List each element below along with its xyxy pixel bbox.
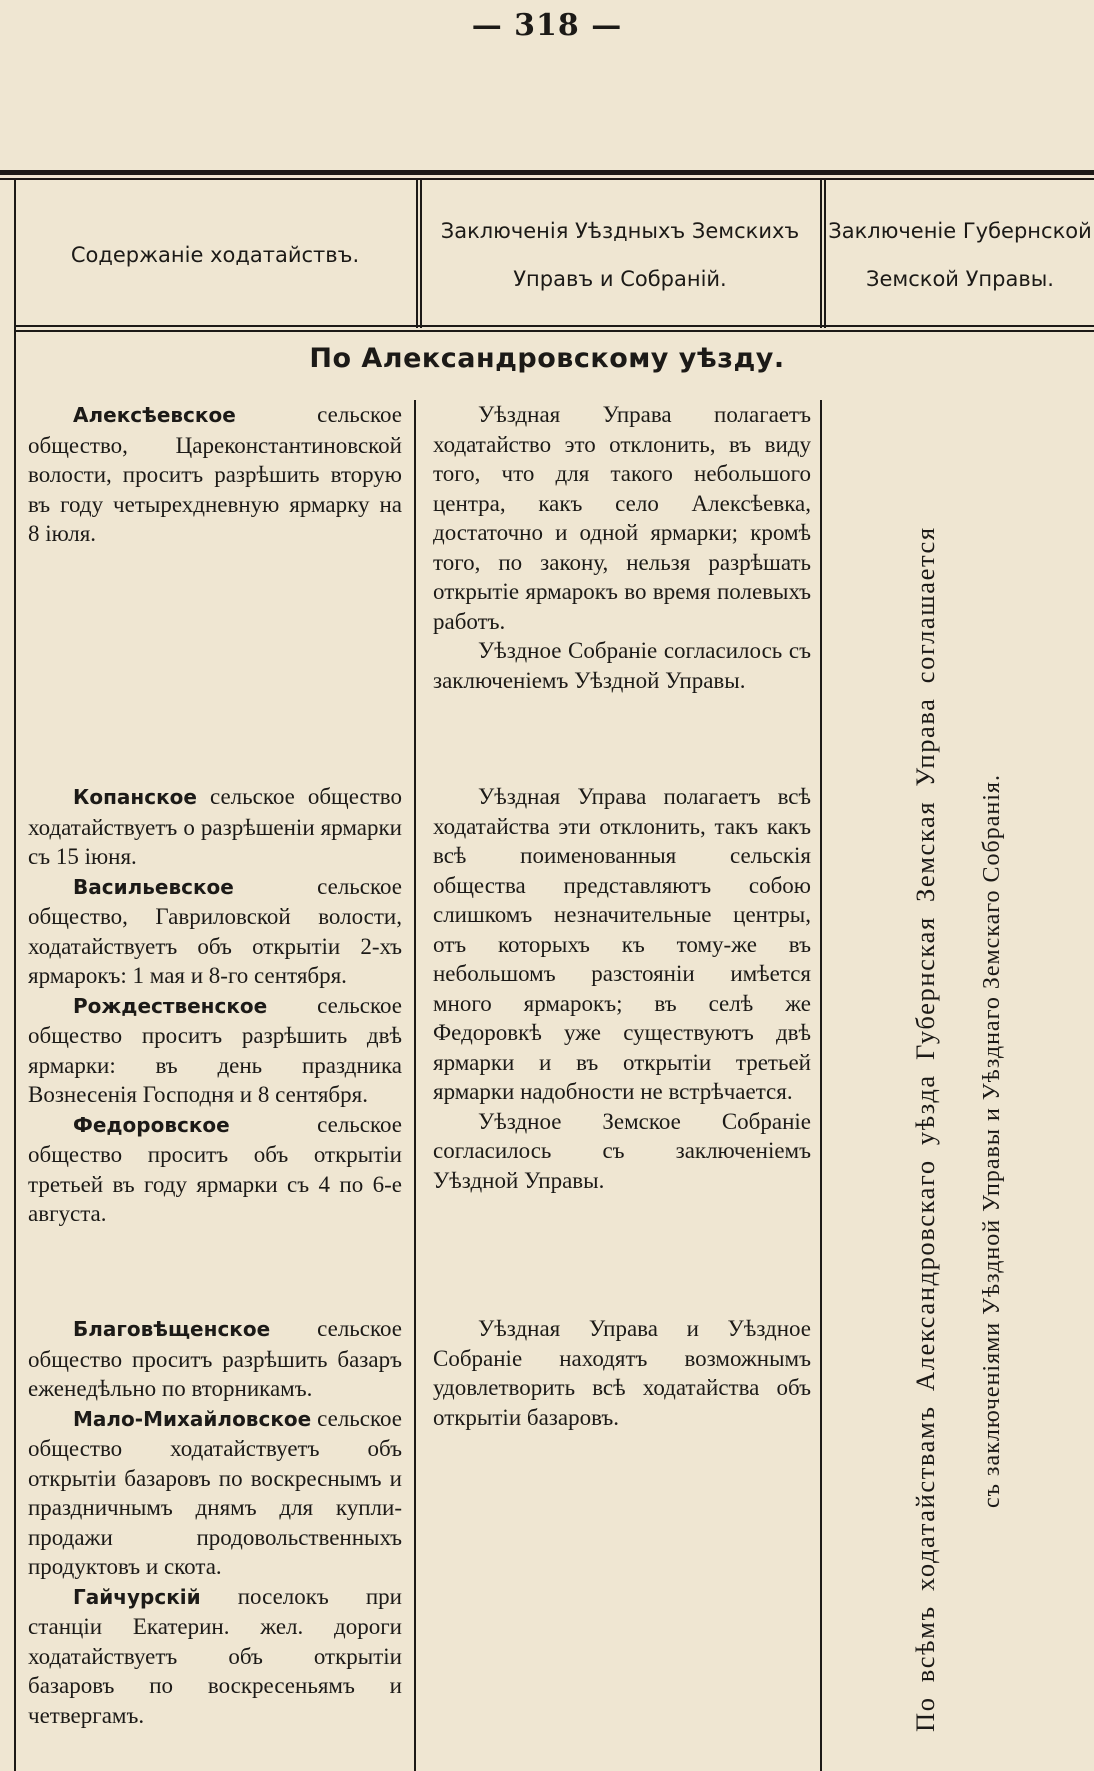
section-title: По Александровскому уѣзду. — [309, 343, 785, 374]
header-gubernia-line1: Заключеніе Губернской — [828, 219, 1092, 243]
page-number: — 318 — — [471, 8, 623, 43]
conclusion-uprava: Уѣздная Управа полагаетъ всѣ ходатайства эти отклонить, такъ какъ всѣ поименованныя сельскія общества представляютъ собою слишкомъ незначительные центры, отъ которыхъ къ тому-же въ небольшомъ разстояніи имѣется много ярмарокъ; въ селѣ же Федоровкѣ уже существуютъ двѣ ярмарки и въ открытіи третьей ярмарки надобности не встрѣчается. — [433, 784, 811, 1104]
petition-block-1 — [28, 400, 402, 549]
petition-block-3 — [28, 1314, 402, 1730]
petition-lead: Копанское — [73, 785, 197, 809]
petition-lead: Алексѣевское — [73, 403, 236, 427]
left-border-line — [14, 180, 16, 1771]
petition-lead: Благовѣщенское — [73, 1317, 271, 1341]
header-gubernia-line2: Земской Управы. — [866, 267, 1054, 291]
header-bottom-rule-2 — [14, 330, 1094, 332]
conclusion-sobranie: Уѣздное Собраніе согласилось съ заключеніемъ Уѣздной Управы. — [433, 638, 811, 693]
header-district-line1: Заключенія Уѣздныхъ Земскихъ — [440, 219, 800, 243]
header-petitions-label: Содержаніе ходатайствъ. — [70, 243, 360, 267]
petition-item — [28, 1110, 402, 1229]
petition-item — [28, 991, 402, 1110]
petition-text: сельское общество, Гавриловской волости, ходатайствуетъ объ открытіи 2-хъ ярмарокъ: 1 мая и 8-го сентября. — [28, 873, 402, 988]
petition-lead: Федоровское — [73, 1112, 230, 1137]
petition-lead: Васильевское — [73, 874, 234, 899]
petition-lead: Мало-Михайловское — [73, 1406, 312, 1431]
gubernia-conclusion-line2: съ заключеніями Уѣздной Управы и Уѣзднаго Земскаго Собранія. — [979, 774, 1005, 1508]
petition-item — [28, 1314, 402, 1404]
petition-item — [28, 782, 402, 872]
petition-block-2 — [28, 782, 402, 1229]
petition-text: сельское общество ходатайствуетъ о разрѣшеніи ярмарки съ 15 іюня. — [28, 784, 402, 869]
header-district-line2: Управъ и Собраній. — [513, 267, 727, 291]
header-petitions — [16, 184, 414, 326]
col-divider-1-body — [414, 400, 416, 1771]
col-divider-2-body — [820, 400, 822, 1771]
petition-item — [28, 872, 402, 991]
conclusion-block-2 — [433, 782, 811, 1195]
petition-text: поселокъ при станціи Екатерин. жел. дороги ходатайствуетъ объ открытіи базаровъ по воскресеньямъ и четвергамъ. — [28, 1583, 402, 1728]
petition-text: сельское общество ходатайствуетъ объ открытіи базаровъ по воскреснымъ и праздничнымъ днямъ для купли-продажи продовольственныхъ продуктовъ и скота. — [28, 1405, 402, 1579]
petition-lead: Гайчурскій — [73, 1584, 201, 1609]
conclusion-block-3 — [433, 1314, 811, 1432]
top-rule-thin — [0, 178, 1094, 180]
conclusion-sobranie: Уѣздное Земское Собраніе согласилось съ заключеніемъ Уѣздной Управы. — [433, 1108, 811, 1193]
col-divider-2 — [820, 180, 822, 328]
petition-item — [28, 400, 402, 549]
conclusion-block-1 — [433, 400, 811, 695]
conclusion-uprava: Уѣздная Управа полагаетъ ходатайство это отклонить, въ виду того, что для такого небольшого центра, какъ село Алексѣевка, достаточно и одной ярмарки; кромѣ того, по закону, нельзя разрѣшать открытіе ярмарокъ во время полевыхъ работъ. — [433, 402, 811, 634]
gubernia-conclusion-line1: По всѣмъ ходатайствамъ Александровскаго уѣзда Губернская Земская Управа соглашается — [910, 526, 940, 1732]
top-rule-thick — [0, 170, 1094, 175]
petition-text: сельское общество проситъ объ открытіи третьей въ году ярмарки съ 4 по 6-е августа. — [28, 1111, 402, 1226]
petition-item — [28, 1582, 402, 1731]
petition-text: сельское общество, Цареконстантиновской волости, проситъ разрѣшить вторую въ году четырехдневную ярмарку на 8 іюля. — [28, 402, 402, 546]
petition-lead: Рождественское — [73, 993, 268, 1018]
petition-text: сельское общество проситъ разрѣшить базаръ еженедѣльно по вторникамъ. — [28, 1316, 402, 1401]
petition-item — [28, 1404, 402, 1582]
col-divider-1 — [416, 180, 418, 328]
petition-text: сельское общество проситъ разрѣшить двѣ ярмарки: въ день праздника Вознесенія Господня и 8 сентября. — [28, 992, 402, 1107]
header-gubernia-conclusion — [826, 184, 1094, 326]
conclusion-uprava: Уѣздная Управа и Уѣздное Собраніе находятъ возможнымъ удовлетворить всѣ ходатайства объ открытіи базаровъ. — [433, 1316, 811, 1430]
header-district-conclusions — [422, 184, 818, 326]
